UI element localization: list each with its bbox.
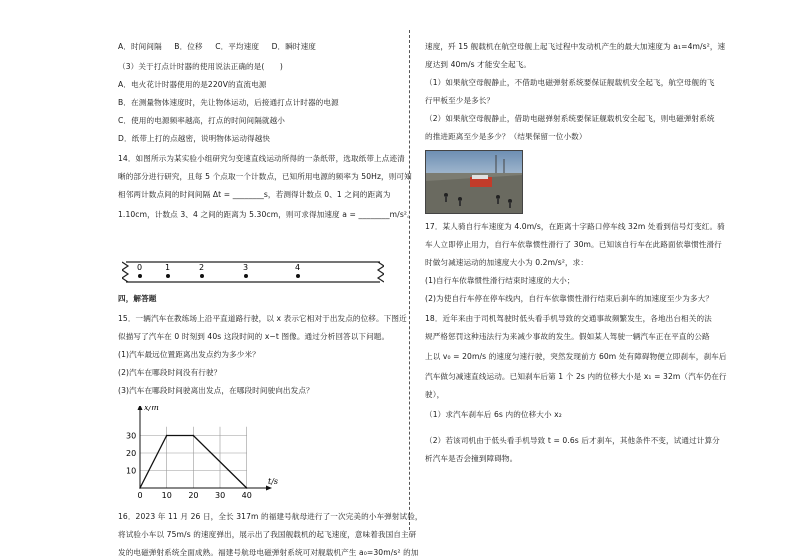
q16-cont-line-6: 的推进距离至少是多少？（结果保留一位小数）: [425, 132, 587, 141]
y-tick-label: 30: [126, 431, 137, 441]
option-d: D．瞬时速度: [271, 42, 316, 51]
option-a: A．时间间隔: [118, 42, 162, 51]
x-tick-label: 0: [137, 491, 143, 500]
option-c: C．平均速度: [215, 42, 260, 51]
y-axis-arrow: [138, 406, 143, 410]
q16-line-1: 16．2023 年 11 月 26 日，全长 317m 的福建号航母进行了一次完美的小车弹射试验，: [118, 512, 423, 521]
q3-option-b: B．在测量物体速度时，先让物体运动，后接通打点计时器的电源: [118, 98, 339, 107]
q18-line-2: 规严格惩罚这种违法行为来减少事故的发生。假如某人驾驶一辆汽车正在平直的公路: [425, 332, 710, 341]
q17-line-1: 17．某人骑自行车速度为 4.0m/s，在距离十字路口停车线 32m 处看到信号灯变红。骑: [425, 222, 725, 231]
q15-question-2: (2)汽车在哪段时间没有行驶？: [118, 368, 222, 377]
q3-option-a: A．电火花计时器使用的是220V的直流电源: [118, 80, 267, 89]
y-tick-label: 20: [126, 449, 137, 458]
option-b: B．位移: [174, 42, 203, 51]
data-point: [139, 487, 141, 489]
paper-tape-figure: [122, 258, 384, 284]
q16-cont-line-1: 速度，歼 15 舰载机在航空母舰上起飞过程中发动机产生的最大加速度为 a₁=4m/s²，速: [425, 42, 726, 51]
q18-line-5: 驶），: [425, 390, 445, 399]
y-axis-label: x/m: [144, 406, 159, 412]
q16-line-3: 发的电磁弹射系统全面成熟。福建号航母电磁弹射系统可对舰载机产生 a₀=30m/s² 的加: [118, 548, 419, 557]
q14-line-3: 相邻两计数点间的时间间隔 Δt = ________s，若测得计数点 0、1 之间的距离为: [118, 190, 391, 199]
q3-option-c: C．使用的电源频率越高，打点的时间间隔就越小: [118, 116, 285, 125]
q3-stem: （3）关于打点计时器的使用说法正确的是( ): [118, 62, 283, 71]
q14-line-2: 晰的部分进行研究，且每 5 个点取一个计数点，已知所用电源的频率为 50Hz，则可知: [118, 172, 412, 181]
y-tick-label: 10: [126, 466, 137, 476]
q15-line-1: 15．一辆汽车在教练场上沿平直道路行驶，以 x 表示它相对于出发点的位移。下图近: [118, 314, 407, 323]
q16-cont-line-3: （1）如果航空母舰静止，不借助电磁弹射系统要保证舰载机安全起飞，航空母舰的飞: [425, 78, 715, 87]
q16-cont-line-5: （2）如果航空母舰静止，借助电磁弹射系统要保证舰载机安全起飞，则电磁弹射系统: [425, 114, 715, 123]
q15-line-2: 似描写了汽车在 0 时刻到 40s 这段时间的 x−t 图像。通过分析回答以下问题。: [118, 332, 390, 341]
q17-question-2: (2)为使自行车停在停车线内，自行车依靠惯性滑行结束后刹车的加速度至少为多大？: [425, 294, 714, 303]
tape-label-2: 2: [199, 263, 205, 272]
tape-label-4: 4: [295, 263, 301, 272]
q14-line-4: 1.10cm，计数点 3、4 之间的距离为 5.30cm，则可求得加速度 a = ________m/s²。: [118, 210, 415, 219]
x-tick-label: 20: [188, 491, 199, 500]
q15-question-3: (3)汽车在哪段时间驶离出发点，在哪段时间驶向出发点？: [118, 386, 314, 395]
tape-label-1: 1: [165, 263, 171, 272]
x-axis-label: t/s: [268, 477, 278, 486]
q14-line-1: 14．如图所示为某实验小组研究匀变速直线运动所得的一条纸带，选取纸带上点迹清: [118, 154, 405, 163]
tape-label-0: 0: [137, 263, 143, 272]
section-title: 四，解答题: [118, 294, 157, 303]
column-divider: [409, 30, 410, 530]
q16-cont-line-4: 行甲板至少是多长？: [425, 96, 495, 105]
q18-question-2: （2）若该司机由于低头看手机导致 t = 0.6s 后才刹车，其他条件不变，试通过计算分: [425, 436, 720, 445]
tape-label-3: 3: [243, 263, 249, 272]
q17-question-1: (1)自行车依靠惯性滑行结束时速度的大小；: [425, 276, 575, 285]
q15-question-1: (1)汽车最远位置距离出发点约为多少米？: [118, 350, 260, 359]
xt-graph: [118, 406, 278, 506]
q17-line-2: 车人立即停止用力，自行车依靠惯性滑行了 30m。已知该自行车在此路面依靠惯性滑行: [425, 240, 722, 249]
x-tick-label: 30: [215, 491, 226, 500]
x-axis-arrow: [266, 486, 272, 491]
q16-line-2: 将试验小车以 75m/s 的速度弹出，展示出了我国舰载机的起飞速度，意味着我国自主研: [118, 530, 417, 539]
q18-question-2-cont: 析汽车是否会撞到障碍物。: [425, 454, 518, 463]
data-point: [193, 435, 195, 437]
q16-cont-line-2: 度达到 40m/s 才能安全起飞。: [425, 60, 532, 69]
q18-line-1: 18．近年来由于司机驾驶时低头看手机导致的交通事故频繁发生，各地出台相关的法: [425, 314, 712, 323]
q18-line-4: 汽车做匀减速直线运动。已知刹车后第 1 个 2s 内的位移大小是 x₁ = 32m（汽车仍在行: [425, 372, 727, 381]
data-point: [246, 487, 248, 489]
q17-line-3: 时做匀减速运动的加速度大小为 0.2m/s²，求：: [425, 258, 589, 267]
q3-option-d: D．纸带上打的点越密，说明物体运动得越快: [118, 134, 271, 143]
carrier-photo: [425, 150, 523, 214]
options-line: [118, 42, 326, 52]
x-tick-label: 40: [241, 491, 252, 500]
q18-line-3: 上以 v₀ = 20m/s 的速度匀速行驶，突然发现前方 60m 处有障碍物便立即刹车，刹车后: [425, 352, 727, 361]
x-tick-label: 10: [161, 491, 172, 500]
data-point: [166, 435, 168, 437]
q18-question-1: （1）求汽车刹车后 6s 内的位移大小 x₂: [425, 410, 562, 419]
